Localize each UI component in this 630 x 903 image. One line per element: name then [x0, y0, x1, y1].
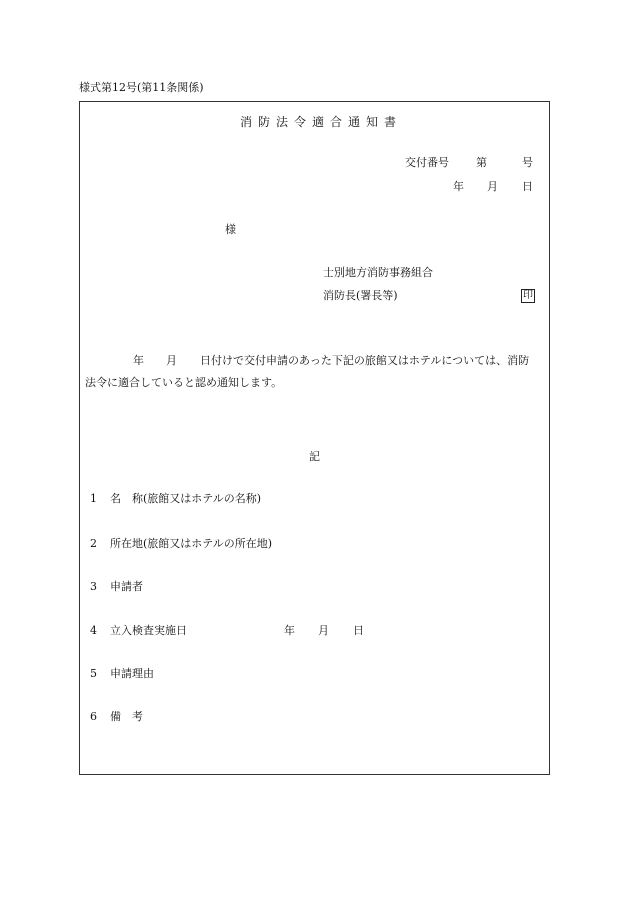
inspection-month: 月 [318, 624, 329, 637]
inspection-day: 日 [353, 624, 364, 637]
item-label: 所在地(旅館又はホテルの所在地) [110, 537, 273, 550]
item-label: 備 考 [110, 710, 143, 723]
inspection-year: 年 [284, 624, 295, 637]
sender-organization: 士別地方消防事務組合 [323, 266, 433, 279]
item-4 [90, 625, 187, 636]
item-label: 申請者 [110, 580, 143, 593]
item-number: 4 [90, 624, 97, 637]
item-6 [90, 711, 143, 722]
issue-date-month: 月 [487, 180, 498, 193]
body-line2: 法令に適合していると認め通知します。 [85, 376, 283, 389]
sender-title: 消防長(署長等) [323, 289, 398, 302]
issue-number-go: 号 [522, 156, 533, 169]
item-2 [90, 538, 272, 549]
item-label: 名 称(旅館又はホテルの名称) [110, 492, 262, 505]
item-number: 5 [90, 667, 97, 680]
body-line1: 日付けで交付申請のあった下記の旅館又はホテルについては、消防 [200, 354, 530, 367]
item-number: 2 [90, 537, 97, 550]
item-number: 1 [90, 492, 97, 505]
item-1 [90, 493, 261, 504]
issue-date-day: 日 [522, 180, 533, 193]
recipient-suffix: 様 [225, 223, 236, 236]
item-3 [90, 581, 143, 592]
issue-date-year: 年 [453, 180, 464, 193]
item-label: 立入検査実施日 [110, 624, 187, 637]
seal-mark: 印 [523, 290, 533, 301]
body-year: 年 [133, 354, 144, 367]
issue-number-dai: 第 [476, 156, 487, 169]
issue-number-label: 交付番号 [405, 156, 449, 169]
item-label: 申請理由 [110, 667, 154, 680]
form-number-label: 様式第12号(第11条関係) [79, 81, 204, 94]
item-number: 6 [90, 710, 97, 723]
body-month: 月 [166, 354, 177, 367]
item-number: 3 [90, 580, 97, 593]
ki-heading: 記 [309, 450, 320, 463]
document-title: 消防法令適合通知書 [239, 115, 402, 129]
item-5 [90, 668, 154, 679]
